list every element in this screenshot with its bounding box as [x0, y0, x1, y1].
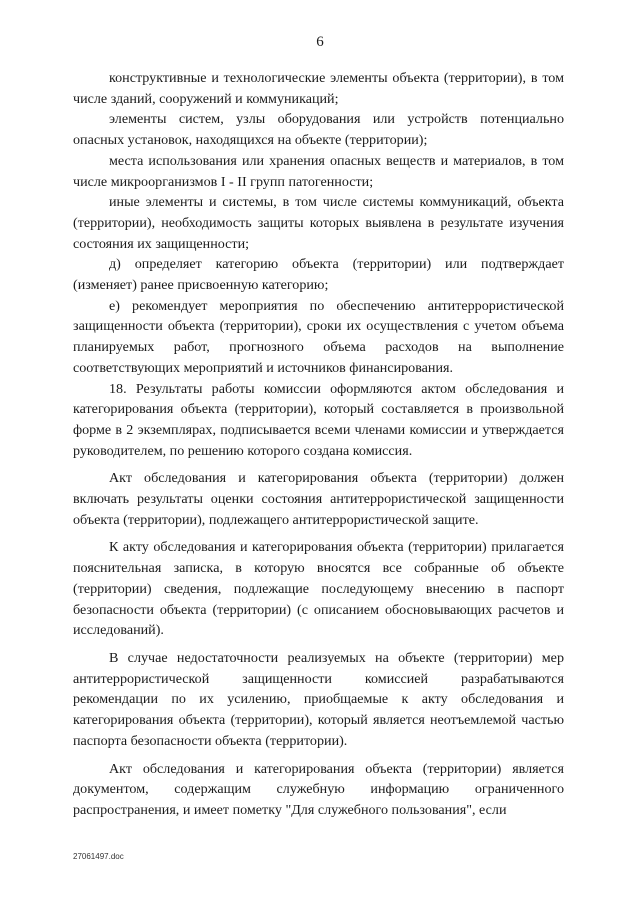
paragraph-restricted-info: Акт обследования и категорирования объекта (территории) является документом, содержащим служебную информацию ограниченного распространения, и имеет пометку "Для служебного пользования", если [73, 760, 564, 818]
paragraph-item-d: д) определяет категорию объекта (территории) или подтверждает (изменяет) ранее присвоенную категорию; [73, 256, 564, 294]
paragraph-system-elements: элементы систем, узлы оборудования или устройств потенциально опасных установок, находящихся на объекте (территории); [73, 111, 564, 149]
paragraph-clause-18: 18. Результаты работы комиссии оформляются актом обследования и категорирования объекта (территории), который составляется в произвольной форме в 2 экземплярах, подписывается всеми членами комиссии и утверждается руководителем, по решению которого создана комиссия. [73, 380, 564, 459]
paragraph-insufficient-measures: В случае недостаточности реализуемых на объекте (территории) мер антитеррористической защищенности комиссией разрабатываются рекомендации по их усилению, приобщаемые к акту обследования и категорирования объекта (территории), который является неотъемлемой частью паспорта безопасности объекта (территории). [73, 649, 564, 749]
document-body [73, 68, 564, 821]
paragraph-explanatory-note: К акту обследования и категорирования объекта (территории) прилагается пояснительная записка, в которую вносятся все собранные об объекте (территории) сведения, подлежащие последующему внесению в паспорт безопасности объекта (территории) (с описанием обосновывающих расчетов и исследований). [73, 539, 564, 639]
page-number: 6 [316, 34, 324, 50]
paragraph-structural-elements: конструктивные и технологические элементы объекта (территории), в том числе зданий, сооружений и коммуникаций; [73, 70, 564, 107]
paragraph-item-e: е) рекомендует мероприятия по обеспечению антитеррористической защищенности объекта (территории), сроки их осуществления с учетом объема планируемых работ, прогнозного объема расходов на выполнение соответствующих мероприятий и источников финансирования. [73, 297, 564, 376]
paragraph-hazardous-substances: места использования или хранения опасных веществ и материалов, в том числе микроорганизмов I - II групп патогенности; [73, 152, 564, 190]
paragraph-other-systems: иные элементы и системы, в том числе системы коммуникаций, объекта (территории), необходимость защиты которых выявлена в результате изучения состояния их защищенности; [73, 194, 564, 252]
paragraph-act-contents: Акт обследования и категорирования объекта (территории) должен включать результаты оценки состояния антитеррористической защищенности объекта (территории), подлежащего антитеррористической защите. [73, 470, 564, 528]
footer-file-code: 27061497.doc [73, 852, 124, 861]
